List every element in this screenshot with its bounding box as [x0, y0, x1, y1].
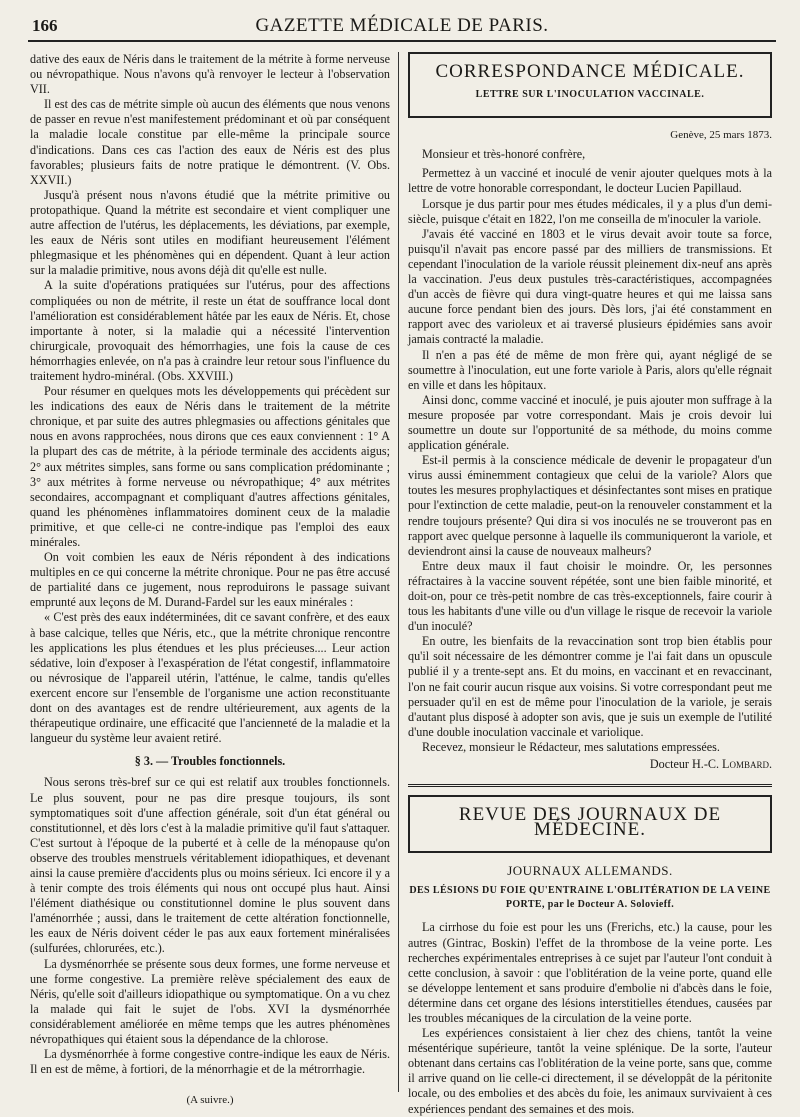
column-divider	[398, 52, 399, 1092]
letter-paragraph: Est-il permis à la conscience médicale de devenir le propagateur d'un virus aussi éminemment contagieux que celui de la variole? Alors que toutes les mesures prophylactiques et désinfectantes sont mises en pratique pour l'extinction de cette maladie, peut-on la renouveler constamment et la rendre toujours présente? Qui dira si vos inoculés ne se trouveront pas en rapport avec quelque personne à laquelle ils communiqueront la variole, et deviendront ainsi la cause de nouveaux malheurs?	[408, 453, 772, 558]
section-divider	[408, 784, 772, 787]
dateline: Genève, 25 mars 1873.	[670, 129, 772, 142]
paragraph: dative des eaux de Néris dans le traitement de la métrite à forme nerveuse ou névropathique. Nous n'avons qu'à renvoyer le lecteur à l'observation VII.	[30, 52, 390, 97]
paragraph: La dysménorrhée se présente sous deux formes, une forme nerveuse et une forme congestive. La première relève spécialement des eaux de Néris, qu'elle soit d'ailleurs idiopathique ou symptomatique. On a vu chez la malade qui fait le sujet de l'obs. XVI la dysménorrhée considérablement améliorée en même temps que les autres phénomènes névropathiques qui étaient sous la dépendance de la chlorose.	[30, 956, 390, 1046]
review-box	[408, 795, 772, 853]
review-heading: REVUE DES JOURNAUX DE MÉDECINE.	[458, 804, 722, 841]
correspondence-heading: CORRESPONDANCE MÉDICALE.	[435, 61, 745, 82]
paragraph: Nous serons très-bref sur ce qui est relatif aux troubles fonctionnels. Le plus souvent, pour ne pas dire presque toujours, ils sont symptomatiques soit d'une affection générale, soit d'un état général ou constitutionnel, et dès lors c'est à la maladie primitive qu'il faut s'attaquer. C'est surtout à l'époque de la puberté et à celle de la ménopause qu'on observe des troubles menstruels véritablement idiopathiques, et devenant ainsi la cause première d'accidents plus ou moins sérieux. Ici encore il y a à tenir compte des trois éléments qui nous ont occupé plus haut. Ainsi l'élément diathésique ou constitutionnel domine le plus souvent dans l'aménorrhée ; aussi, dans le traitement de cette altération fonctionnelle, les eaux de Néris doivent céder le pas aux eaux fortement minéralisées (sulfurées, chlorurées, etc.).	[30, 775, 390, 956]
paragraph: On voit combien les eaux de Néris répondent à des indications multiples en ce qui concerne la métrite chronique. Pour ne pas être accusé de partialité dans ce jugement, nous reproduirons le passage suivant emprunté aux leçons de M. Durand-Fardel sur les eaux minérales :	[30, 550, 390, 610]
letter-title: LETTRE SUR L'INOCULATION VACCINALE.	[475, 89, 705, 101]
running-title: GAZETTE MÉDICALE DE PARIS.	[255, 15, 549, 36]
signature	[408, 757, 772, 772]
paragraph: Jusqu'à présent nous n'avons étudié que la métrite primitive ou protopathique. Quand la métrite est secondaire et vient compliquer une autre affection de l'utérus, les déplacements, les déviations, par exemple, les eaux de Néris sont utiles en modifiant heureusement l'élément phlegmasique et les phénomènes qui en dépendent. Quant à leur action sur la maladie primitive, nous avons déjà dit qu'elle est nulle.	[30, 187, 390, 278]
paragraph: Pour résumer en quelques mots les développements qui précèdent sur les indications des eaux de Néris dans le traitement de la métrite chronique, et par suite des autres phlegmasies ou affections génitales que nous en avons rapprochées, nous dirons que ces eaux conviennent : 1° A la plupart des cas de métrite, à la période terminale des accidents aigus; 2° aux métrites simples, sans forme ou sans complication prédominante ; 3° aux métrites à forme nerveuse ou névropathique; 4° aux métrites secondaires, accompagnant et compliquant d'autres affections génitales, quand les phénomènes inflammatoires dominent ceux de la maladie primitive, et que celle-ci ne contre-indique pas l'emploi des eaux minérales.	[30, 384, 390, 549]
review-paragraph: La cirrhose du foie est pour les uns (Frerichs, etc.) la cause, pour les autres (Gintrac, Boskin) l'effet de la thrombose de la veine porte. Les recherches expérimentales entreprises à ce sujet par l'auteur l'ont conduit à cette conclusion, à savoir : que l'oblitération de la veine porte, quand elle se développe lentement et sans produire d'embolie ni d'abcès dans le foie, détermine dans cet organe des lésions interstitielles étendues, causées par les troubles mécaniques de la circulation de la veine porte.	[408, 920, 772, 1025]
paragraph: La dysménorrhée à forme congestive contre-indique les eaux de Néris. Il en est de même, à fortiori, de la ménorrhagie et de la métrorrhagie.	[30, 1047, 390, 1077]
letter-paragraph: Il n'en a pas été de même de mon frère qui, ayant négligé de se soumettre à l'inoculation, eut une forte variole à Paris, alors qu'elle régnait en ville et dans les hôpitaux.	[408, 347, 772, 392]
section-title: § 3. — Troubles fonctionnels.	[134, 754, 286, 769]
letter-paragraph: Permettez à un vacciné et inoculé de venir ajouter quelques mots à la lettre de votre honorable correspondant, le docteur Lucien Papillaud.	[408, 166, 772, 196]
right-column	[408, 52, 772, 1116]
signature-prefix: Docteur H.-C.	[649, 757, 723, 772]
review-subheading: JOURNAUX ALLEMANDS.	[507, 863, 673, 879]
letter-paragraph: Entre deux maux il faut choisir le moindre. Or, les personnes réfractaires à la vaccine souvent répétée, sont une bien faible minorité, et doit-on, pour ce très-petit nombre de cas très-exceptionnels, faire courir à tous les habitants d'une ville ou d'un village le risque de recevoir la variole d'un inoculé?	[408, 558, 772, 634]
letter-paragraph: Lorsque je dus partir pour mes études médicales, il y a plus d'un demi-siècle, puisque c'était en 1822, l'on me conseilla de m'inoculer la variole.	[408, 196, 772, 226]
salutation: Monsieur et très-honoré confrère,	[422, 147, 586, 162]
review-paragraph: Les expériences consistaient à lier chez des chiens, tantôt la veine mésentérique supérieure, tantôt la veine splénique. De la sorte, l'auteur obtenant dans certains cas l'oblitération de la veine porte, sans que, comme il arrive quand on lie celle-ci directement, il se développât de la péritonite locale, ou des embolies et des abcès du foie, les animaux survivaient à ces expériences pendant des semaines et des mois.	[408, 1026, 772, 1116]
left-column	[30, 52, 390, 1107]
correspondence-box	[408, 52, 772, 118]
paragraph: A la suite d'opérations pratiquées sur l'utérus, pour des affections compliquées ou non de métrite, il reste un état de souffrance local dont l'amélioration est considérablement hâtée par les eaux de Néris. Et, chose importante à noter, si la maladie qui a nécessité l'intervention chirurgicale, provoquait des hémorrhagies, une fois la cause de ces hémorrhagies enlevée, on n'a pas à craindre leur retour sous l'influence du traitement hydro-minéral. (Obs. XXVIII.)	[30, 278, 390, 383]
article-title: DES LÉSIONS DU FOIE QU'ENTRAINE L'OBLITÉRATION DE LA VEINE PORTE, par le Docteur A. Solovieff.	[409, 885, 771, 911]
signature-name: Lombard.	[722, 757, 772, 772]
quote-paragraph: « C'est près des eaux indéterminées, dit ce savant confrère, et des eaux à base calcique, telles que Néris, etc., que la métrite chronique rencontre les applications les plus étendues et les plus précieuses.... Leur action sédative, loin d'exposer à l'exaspération de l'état congestif, inflammatoire ou névrosique de l'appareil utérin, l'atténue, le calme, tandis qu'elles exercent encore sur l'ensemble de l'organisme une action reconstituante dont on des avantages est de rendre ultérieurement, aux agents de la thérapeutique ordinaire, une efficacité que l'ancienneté de la maladie et la langueur du système leur avaient retiré.	[30, 610, 390, 746]
letter-paragraph: Ainsi donc, comme vacciné et inoculé, je puis ajouter mon suffrage à la mesure proposée par votre correspondant. Mais je crois devoir lui soumettre un doute sur l'opportunité de sa méthode, du moins comme application générale.	[408, 392, 772, 453]
paragraph: Il est des cas de métrite simple où aucun des éléments que nous venons de passer en revue n'est manifestement prédominant et où par conséquent la maladie locale constitue par elle-même la principale source d'indications. Dans ces cas l'action des eaux de Néris est des plus favorables; plusieurs faits de notre pratique le démontrent. (V. Obs. XXVII.)	[30, 97, 390, 187]
letter-closing: Recevez, monsieur le Rédacteur, mes salutations empressées.	[422, 739, 720, 754]
continued-note: (A suivre.)	[186, 1094, 234, 1107]
letter-paragraph: J'avais été vacciné en 1803 et le virus devait avoir toute sa force, puisqu'il n'avait pas encore passé par des milliers de transmissions. Et cependant l'inoculation de la variole réussit pleinement dix-neuf ans après la vaccination. J'eus deux pustules très-caractéristiques, accompagnées d'un accès de fièvre qui dura vingt-quatre heures et qui me laissa sans aucune force pendant bien des jours. Dès lors, j'ai été constamment en rapport avec des varioleux et ai traversé plusieurs épidémies sans avoir jamais contracté la maladie.	[408, 226, 772, 347]
page-number: 166	[32, 16, 58, 35]
letter-paragraph: En outre, les bienfaits de la revaccination sont trop bien établis pour qu'il soit nécessaire de les démontrer comme je l'ai fait dans un opuscule publié il y a trente-sept ans. Et du moins, en vaccinant et en revaccinant, l'on ne fait courir aucun risque aux voisins. Si votre correspondant peut me persuader qu'il en est de même pour l'inoculation de la variole, je serais d'autant plus disposé à adopter son avis, que je suis un exemple de l'utilité d'une double inoculation vaccinale et variolique.	[408, 634, 772, 739]
page-header	[28, 14, 776, 42]
